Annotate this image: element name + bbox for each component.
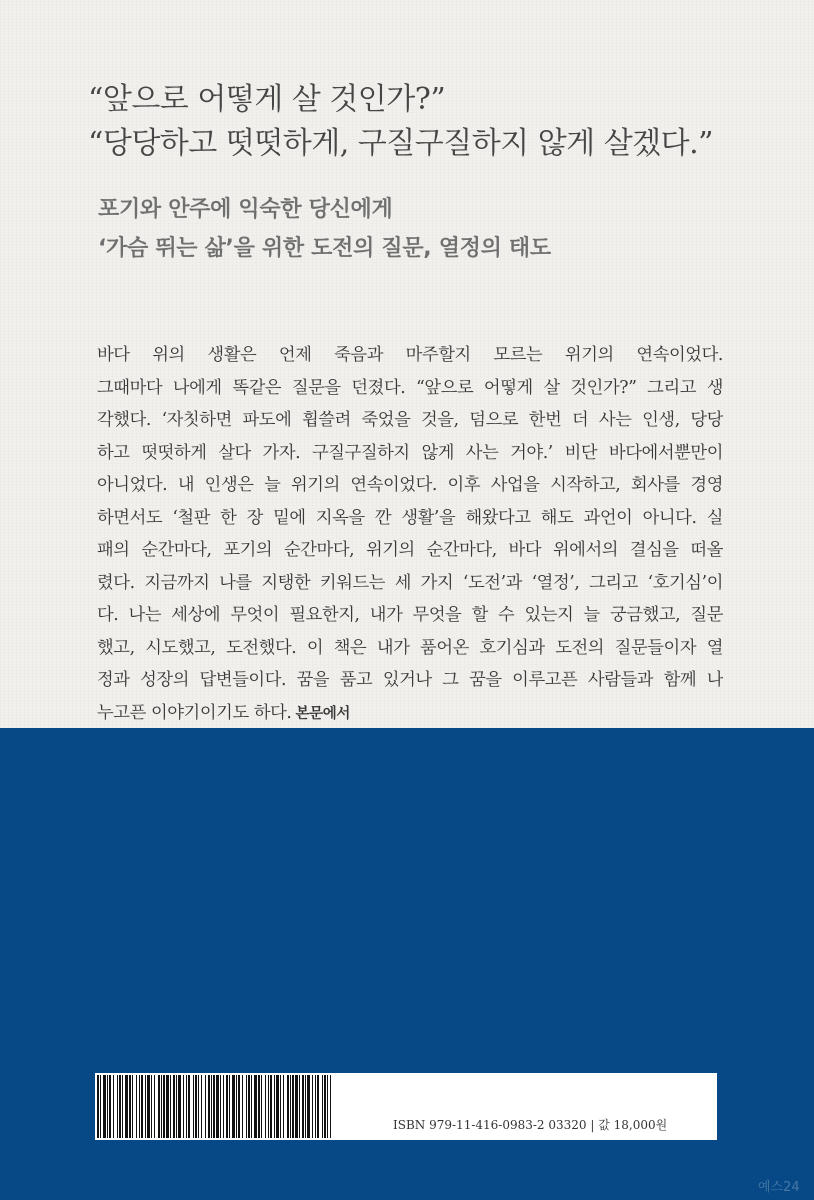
source-label: 본문에서	[295, 705, 350, 722]
excerpt-line: 하면서도 ‘철판 한 장 밑에 지옥을 깐 생활’을 해왔다고 해도 과언이 아니다. 실	[97, 507, 723, 528]
excerpt-paragraph	[97, 339, 723, 729]
excerpt-line: 다. 나는 세상에 무엇이 필요한지, 내가 무엇을 할 수 있는지 늘 궁금했고, 질문	[97, 605, 723, 625]
headline-quote-1: “앞으로 어떻게 살 것인가?”	[88, 82, 446, 117]
excerpt-line: 하고 떳떳하게 살다 가자. 구질구질하지 않게 사는 거야.’ 비단 바다에서뿐만이	[97, 442, 723, 463]
excerpt-line: 그때마다 나에게 똑같은 질문을 던졌다. “앞으로 어떻게 살 것인가?” 그리고 생	[97, 377, 723, 398]
excerpt-line: 아니었다. 내 인생은 늘 위기의 연속이었다. 이후 사업을 시작하고, 회사를 경영	[97, 475, 723, 495]
excerpt-line: 렸다. 지금까지 나를 지탱한 키워드는 세 가지 ‘도전’과 ‘열정’, 그리고 ‘호기심’이	[97, 572, 723, 593]
isbn-price-text: ISBN 979-11-416-0983-2 03320 | 값 18,000원	[393, 1118, 668, 1132]
excerpt-line: 했고, 시도했고, 도전했다. 이 책은 내가 품어온 호기심과 도전의 질문들이자 열	[97, 637, 723, 658]
barcode-panel	[95, 1073, 717, 1140]
subtitle-line-2: ‘가슴 뛰는 삶’을 위한 도전의 질문, 열정의 태도	[98, 236, 551, 261]
subtitle-line-1: 포기와 안주에 익숙한 당신에게	[98, 197, 393, 222]
excerpt-line: 각했다. ‘자칫하면 파도에 휩쓸려 죽었을 것을, 덤으로 한번 더 사는 인생, 당당	[97, 410, 723, 430]
excerpt-line-text: 누고픈 이야기이기도 하다.	[97, 702, 292, 723]
excerpt-line: 패의 순간마다, 포기의 순간마다, 위기의 순간마다, 바다 위에서의 결심을 떠올	[97, 540, 723, 560]
excerpt-line: 바다 위의 생활은 언제 죽음과 마주할지 모르는 위기의 연속이었다.	[97, 345, 723, 365]
barcode-image	[97, 1075, 331, 1138]
excerpt-last-line	[97, 697, 723, 730]
excerpt-line: 정과 성장의 답변들이다. 꿈을 품고 있거나 그 꿈을 이루고픈 사람들과 함께 나	[97, 670, 723, 690]
watermark-text: 예스24	[758, 1180, 800, 1195]
headline-quote-2: “당당하고 떳떳하게, 구질구질하지 않게 살겠다.”	[88, 126, 714, 161]
barcode-bar	[330, 1075, 331, 1138]
